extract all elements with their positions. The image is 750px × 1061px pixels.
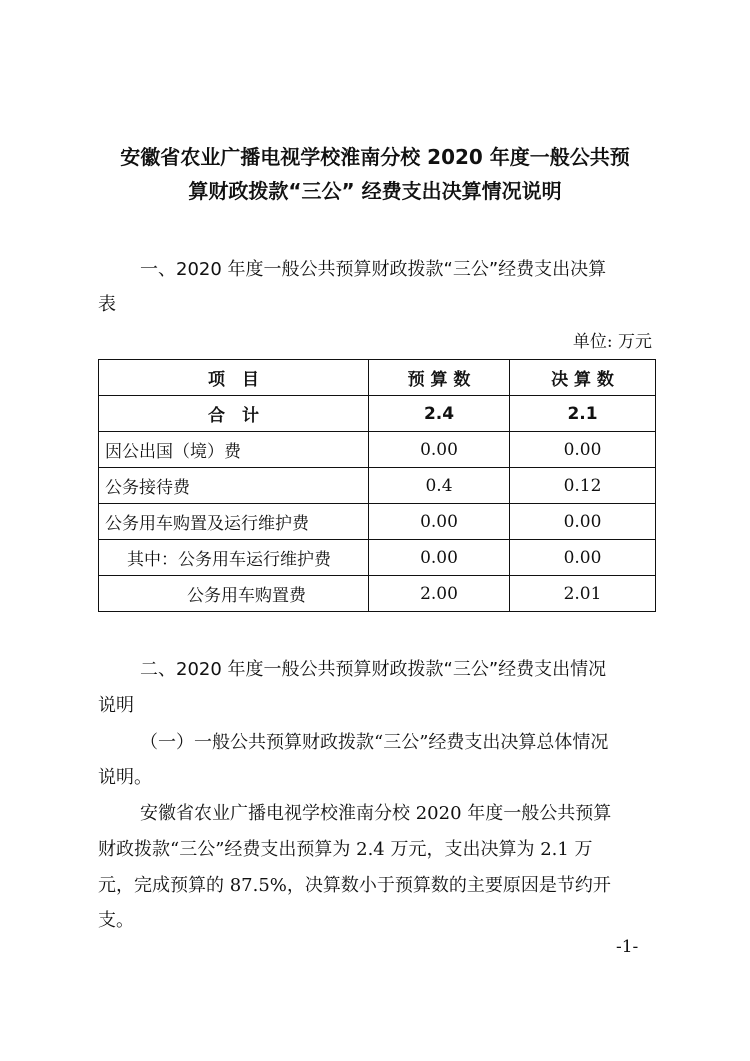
section-1-heading-line-1: 一、2020 年度一般公共预算财政拨款“三公”经费支出决算 [140,259,607,280]
row-final: 0.12 [510,468,656,504]
document-title-line-2: 算财政拨款“三公” 经费支出决算情况说明 [188,179,562,203]
row-final: 2.1 [510,396,656,432]
row-item: 合 计 [99,396,369,432]
three-public-expenses-table [98,359,656,612]
row-item: 公务用车购置费 [99,576,369,612]
paragraph-line-2: 财政拨款“三公”经费支出预算为 2.4 万元，支出决算为 2.1 万 [98,839,593,860]
header-item: 项 目 [99,360,369,396]
row-final: 0.00 [510,432,656,468]
subsection-1-heading-line-2: 说明。 [98,767,152,788]
section-1-heading-line-2: 表 [98,294,116,315]
row-budget: 2.4 [369,396,510,432]
row-item: 公务用车购置及运行维护费 [99,504,369,540]
row-budget: 0.4 [369,468,510,504]
unit-label: 单位: 万元 [572,332,652,352]
table-row [99,504,656,540]
table-row-total [99,396,656,432]
header-budget: 预 算 数 [369,360,510,396]
subsection-1-heading-line-1: （一）一般公共预算财政拨款“三公”经费支出决算总体情况 [140,732,609,753]
row-item: 其中：公务用车运行维护费 [99,540,369,576]
row-budget: 0.00 [369,504,510,540]
page-number: -1- [616,937,639,957]
paragraph-line-1: 安徽省农业广播电视学校淮南分校 2020 年度一般公共预算 [140,803,612,824]
table-row [99,432,656,468]
header-final: 决 算 数 [510,360,656,396]
row-final: 0.00 [510,540,656,576]
row-budget: 0.00 [369,540,510,576]
table-row [99,576,656,612]
section-2-heading-line-2: 说明 [98,695,134,716]
document-title-line-1: 安徽省农业广播电视学校淮南分校 2020 年度一般公共预 [120,145,630,169]
row-final: 2.01 [510,576,656,612]
row-final: 0.00 [510,504,656,540]
paragraph-line-4: 支。 [98,910,134,931]
table-row [99,540,656,576]
paragraph-line-3: 元，完成预算的 87.5%，决算数小于预算数的主要原因是节约开 [98,875,611,896]
section-2-heading-line-1: 二、2020 年度一般公共预算财政拨款“三公”经费支出情况 [140,659,607,680]
row-item: 因公出国（境）费 [99,432,369,468]
table-header-row [99,360,656,396]
row-item: 公务接待费 [99,468,369,504]
row-budget: 0.00 [369,432,510,468]
row-budget: 2.00 [369,576,510,612]
table-row [99,468,656,504]
